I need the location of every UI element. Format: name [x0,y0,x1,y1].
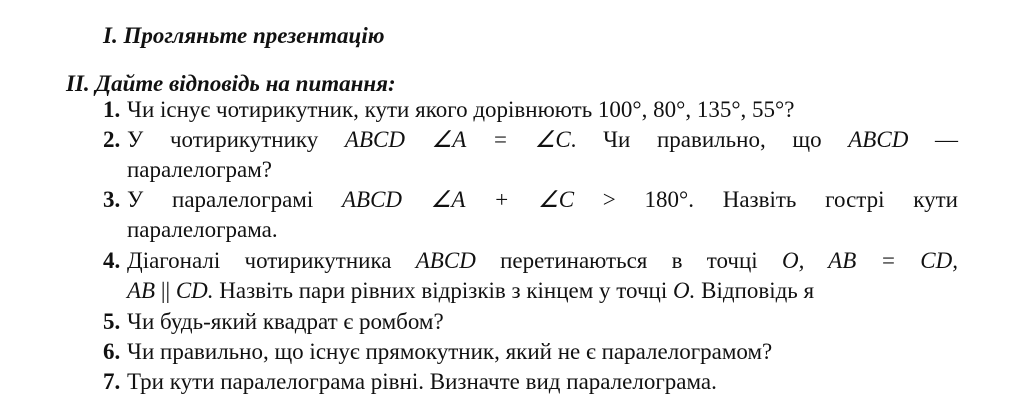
question-text: У чотирикутнику [127,127,345,152]
question-number: 4. [103,248,121,273]
question-math: ABCD [848,127,909,152]
question-math: ABCD ∠A = ∠C [344,127,571,152]
question-2 [103,125,958,155]
question-2-continuation: паралелограм? [127,157,272,182]
question-number: 5. [103,309,121,334]
question-text: — [908,127,958,152]
question-text: У паралелограмі [127,187,342,212]
question-text: || [155,278,176,303]
question-text: Діагоналі чотирикутника [127,248,416,273]
question-math: O, AB = CD, [781,248,958,273]
question-1 [103,95,958,125]
question-4-continuation [127,276,814,306]
question-math: ABCD [415,248,476,273]
question-text: Назвіть пари рівних відрізків з кінцем у точці [213,278,673,303]
question-text: . Чи правильно, що [570,127,849,152]
question-5 [103,307,958,337]
question-number: 2. [103,127,121,152]
question-math: AB [127,278,156,303]
question-number: 6. [103,339,121,364]
question-text: Чи правильно, що існує прямокутник, який не є паралелограмом? [127,339,773,364]
question-math: ABCD ∠A + ∠C [341,187,575,212]
question-3-continuation: паралелограма. [127,217,278,242]
question-text: > 180°. Назвіть гострі кути [574,187,958,212]
question-6 [103,337,958,367]
section-1-heading: I. Прогляньте презентацію [103,23,385,48]
question-text: Три кути паралелограма рівні. Визначте вид паралелограма. [127,369,717,394]
question-math: CD. [175,278,214,303]
question-3 [103,185,958,215]
section-2-heading: II. Дайте відповідь на питання: [66,71,396,96]
question-math: O. [672,278,696,303]
question-text: перетинаються в точці [475,248,782,273]
question-number: 3. [103,187,121,212]
question-text: Чи будь-який квадрат є ромбом? [127,309,444,334]
question-number: 1. [103,97,121,122]
question-7 [103,367,958,397]
question-number: 7. [103,369,121,394]
question-text: Відповідь я [695,278,815,303]
question-4 [103,246,958,276]
question-text: Чи існує чотирикутник, кути якого дорівнюють 100°, 80°, 135°, 55°? [127,97,795,122]
